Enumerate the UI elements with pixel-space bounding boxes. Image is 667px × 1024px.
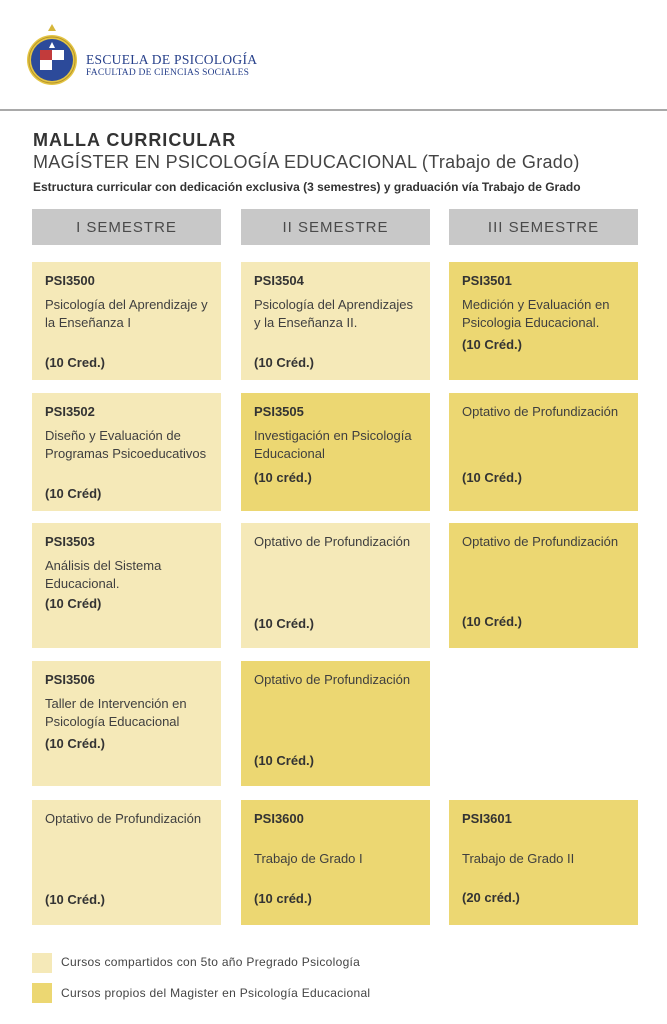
page-title: MALLA CURRICULAR bbox=[33, 130, 237, 150]
course-credits: (10 Créd.) bbox=[254, 753, 314, 768]
course-credits: (10 Créd.) bbox=[254, 616, 314, 631]
semester-header-2: II SEMESTRE bbox=[241, 209, 430, 245]
program-title: MAGÍSTER EN PSICOLOGÍA EDUCACIONAL (Trabajo de Grado) bbox=[33, 152, 580, 172]
course-code: PSI3501 bbox=[462, 273, 512, 288]
course-card bbox=[32, 523, 221, 648]
course-title: Optativo de Profundización bbox=[462, 534, 619, 549]
course-title: Diseño y Evaluación de Programas Psicoeducativos bbox=[45, 428, 207, 461]
course-code: PSI3601 bbox=[462, 811, 512, 826]
course-title: Medición y Evaluación en Psicologia Educacional. bbox=[462, 297, 610, 330]
course-card bbox=[449, 523, 638, 648]
course-code: PSI3502 bbox=[45, 404, 95, 419]
course-credits: (10 créd.) bbox=[254, 470, 312, 485]
course-card bbox=[32, 393, 221, 511]
course-title: Optativo de Profundización bbox=[254, 672, 411, 687]
course-card bbox=[32, 661, 221, 786]
course-credits: (10 Créd.) bbox=[462, 614, 522, 629]
course-credits: (10 Créd.) bbox=[462, 470, 522, 485]
course-card bbox=[449, 262, 638, 380]
course-code: PSI3506 bbox=[45, 672, 95, 687]
course-card bbox=[241, 800, 430, 925]
course-card bbox=[241, 523, 430, 648]
course-title: Investigación en Psicología Educacional bbox=[254, 428, 412, 461]
course-code: PSI3503 bbox=[45, 534, 95, 549]
course-code: PSI3505 bbox=[254, 404, 304, 419]
course-title: Psicología del Aprendizajes y la Enseñanza II. bbox=[254, 297, 413, 330]
course-card bbox=[241, 661, 430, 786]
course-credits: (20 créd.) bbox=[462, 890, 520, 905]
course-credits: (10 Cred.) bbox=[45, 355, 105, 370]
legend-swatch-shared bbox=[32, 953, 52, 973]
semester-header-3: III SEMESTRE bbox=[449, 209, 638, 245]
course-card bbox=[449, 800, 638, 925]
header bbox=[0, 0, 667, 110]
course-title: Análisis del Sistema Educacional. bbox=[45, 558, 162, 591]
course-title: Trabajo de Grado I bbox=[254, 851, 363, 866]
legend-swatch-own bbox=[32, 983, 52, 1003]
brand-school-name: ESCUELA DE PSICOLOGÍA bbox=[86, 52, 258, 67]
course-title: Optativo de Profundización bbox=[254, 534, 411, 549]
course-code: PSI3504 bbox=[254, 273, 304, 288]
course-title: Optativo de Profundización bbox=[45, 811, 202, 826]
course-credits: (10 créd.) bbox=[254, 891, 312, 906]
course-credits: (10 Créd) bbox=[45, 486, 102, 501]
page-subtitle: Estructura curricular con dedicación exclusiva (3 semestres) y graduación vía Trabajo de Grado bbox=[33, 180, 581, 194]
course-credits: (10 Créd.) bbox=[45, 892, 105, 907]
brand-faculty-name: FACULTAD DE CIENCIAS SOCIALES bbox=[86, 68, 250, 78]
course-credits: (10 Créd.) bbox=[254, 355, 314, 370]
course-card bbox=[449, 393, 638, 511]
course-credits: (10 Créd.) bbox=[45, 736, 105, 751]
legend-label-shared: Cursos compartidos con 5to año Pregrado Psicología bbox=[61, 955, 361, 969]
header-divider bbox=[0, 109, 667, 111]
school-brand bbox=[86, 52, 257, 79]
semester-header-1: I SEMESTRE bbox=[32, 209, 221, 245]
university-seal-logo bbox=[26, 22, 78, 90]
course-code: PSI3600 bbox=[254, 811, 304, 826]
course-credits: (10 Créd) bbox=[45, 596, 102, 611]
course-title: Taller de Intervención en Psicología Educacional bbox=[45, 696, 187, 729]
course-card bbox=[32, 800, 221, 925]
course-title: Optativo de Profundización bbox=[462, 404, 619, 419]
course-card bbox=[241, 393, 430, 511]
course-credits: (10 Créd.) bbox=[462, 337, 522, 352]
course-title: Psicología del Aprendizaje y la Enseñanza I bbox=[45, 297, 208, 330]
course-card bbox=[32, 262, 221, 380]
course-title: Trabajo de Grado II bbox=[462, 851, 575, 866]
course-card bbox=[241, 262, 430, 380]
legend-label-own: Cursos propios del Magister en Psicología Educacional bbox=[61, 986, 371, 1000]
course-code: PSI3500 bbox=[45, 273, 95, 288]
